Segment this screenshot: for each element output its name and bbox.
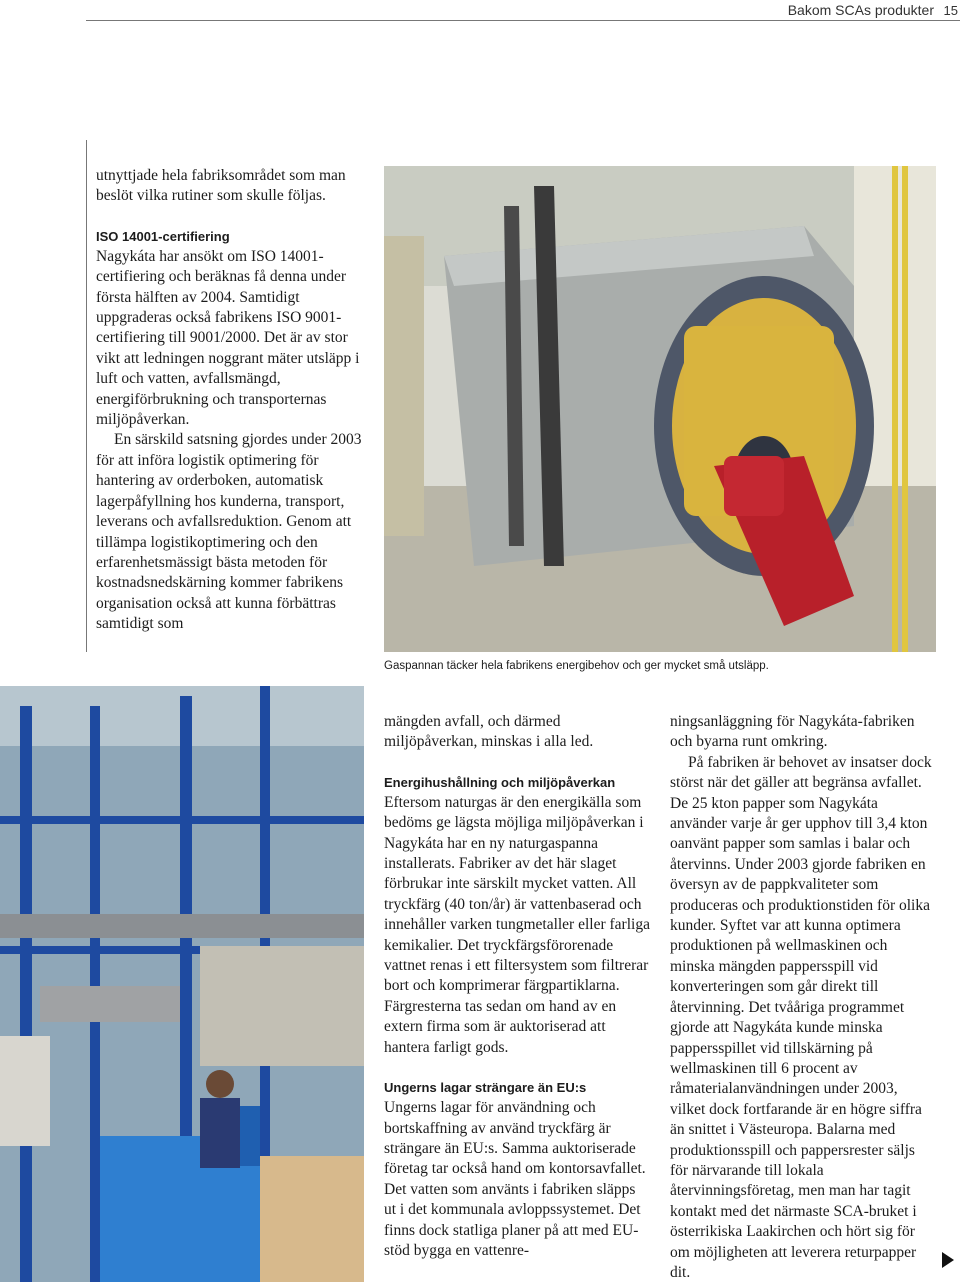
column-3 (670, 712, 936, 1283)
col3-paragraph-1: ningsanläggning för Nagykáta-fabriken och byarna runt omkring. (670, 713, 915, 751)
subheading-iso: ISO 14001-certifiering (96, 228, 230, 244)
col1-paragraph-2: Nagykáta har ansökt om ISO 14001-certifiering och beräknas få denna under första hälften av 2004. Samtidigt uppgraderas också fabrikens ISO 9001-certifiering till 9001/2000. Det är av stor vikt att ledningen noggrant mäter utsläpp i luft och vatten, avfallsmängd, energiförbrukning och transporternas miljöpåverkan. (96, 247, 360, 429)
continue-arrow-icon (942, 1252, 954, 1268)
col1-paragraph-1: utnyttjade hela fabriksområdet som man beslöt vilka rutiner som skulle följas. (96, 167, 346, 205)
column-rule (86, 140, 87, 652)
header-rule (86, 20, 960, 21)
header-title: Bakom SCAs produkter (787, 2, 934, 18)
page-number: 15 (943, 3, 958, 18)
col3-paragraph-2: På fabriken är behovet av insatser dock störst när det gäller att begränsa avfallet. De 25 kton papper som Nagykáta använder varje år ger upphov till 3,4 kton oanvänt papper som samlas i balar och återvinns. Under 2003 gjorde fabriken en översyn av de pappkvaliteter som produceras och produktionstiden för olika kunder. Syftet var att kunna optimera produktionen på wellmaskinen och minska mängden pappersspill vid konverteringen som går direkt till återvinning. Det tvååriga programmet gjorde att Nagykáta kunde minska pappersspillet vid tillskärning på wellmaskinen till 6 procent av råmaterialanvändningen under 2003, vilket dock fortfarande är en högre siffra än snittet i Västeuropa. Balarna med produktionsspill och pappersrester säljs för närvarande till lokala återvinningsföretag, men man har tagit kontakt med det närmaste SCA-bruket i österrikiska Laakirchen och hört sig för om möjligheten att leverera returpapper dit. (670, 753, 932, 1281)
col2-paragraph-1: mängden avfall, och därmed miljöpåverkan, minskas i alla led. (384, 713, 594, 751)
col2-paragraph-2: Eftersom naturgas är den energikälla som bedöms ge lägsta möjliga miljöpåverkan i Nagykáta har en ny naturgaspanna installerats. Fabriker av det här slaget förbrukar inte särskilt mycket vatten. All tryckfärg (40 ton/år) är vattenbaserad och innehåller varken tungmetaller eller farliga kemikalier. Det tryckfärgsförorenade vattnet renas i ett filtersystem som filtrerar bort och komprimerar färgpartiklarna. Färgresterna tas sedan om hand av en extern firma som är auktoriserad att hantera farligt gods. (384, 793, 650, 1056)
boiler-photo (384, 166, 936, 652)
subheading-energy: Energihushållning och miljöpåverkan (384, 774, 616, 790)
col2-paragraph-3: Ungerns lagar för användning och bortskaffning av använd tryckfärg är strängare än EU:s. Samma auktoriserade företag tar också hand om kontorsavfallet. Det vatten som använts i fabriken släpps ut i det kommunala avloppssystemet. Det finns dock statliga planer på att med EU-stöd bygga en vattenre- (384, 1099, 646, 1259)
photo-caption: Gaspannan täcker hela fabrikens energibehov och ger mycket små utsläpp. (384, 660, 769, 672)
subheading-laws: Ungerns lagar strängare än EU:s (384, 1080, 587, 1096)
col1-paragraph-3: En särskild satsning gjordes under 2003 för att införa logistik optimering för hantering av orderboken, automatisk lagerpåfyllning hos kunderna, transport, leverans och avfallsreduktion. Genom att tillämpa logistikoptimering och den erfarenhetsmässigt bästa metoden för kostnadsnedskärning kommer fabrikens organisation också att kunna förbättras samtidigt som (96, 431, 362, 633)
column-1 (96, 166, 368, 635)
factory-photo (0, 686, 364, 1282)
column-2 (384, 712, 650, 1261)
page-header (0, 0, 960, 30)
